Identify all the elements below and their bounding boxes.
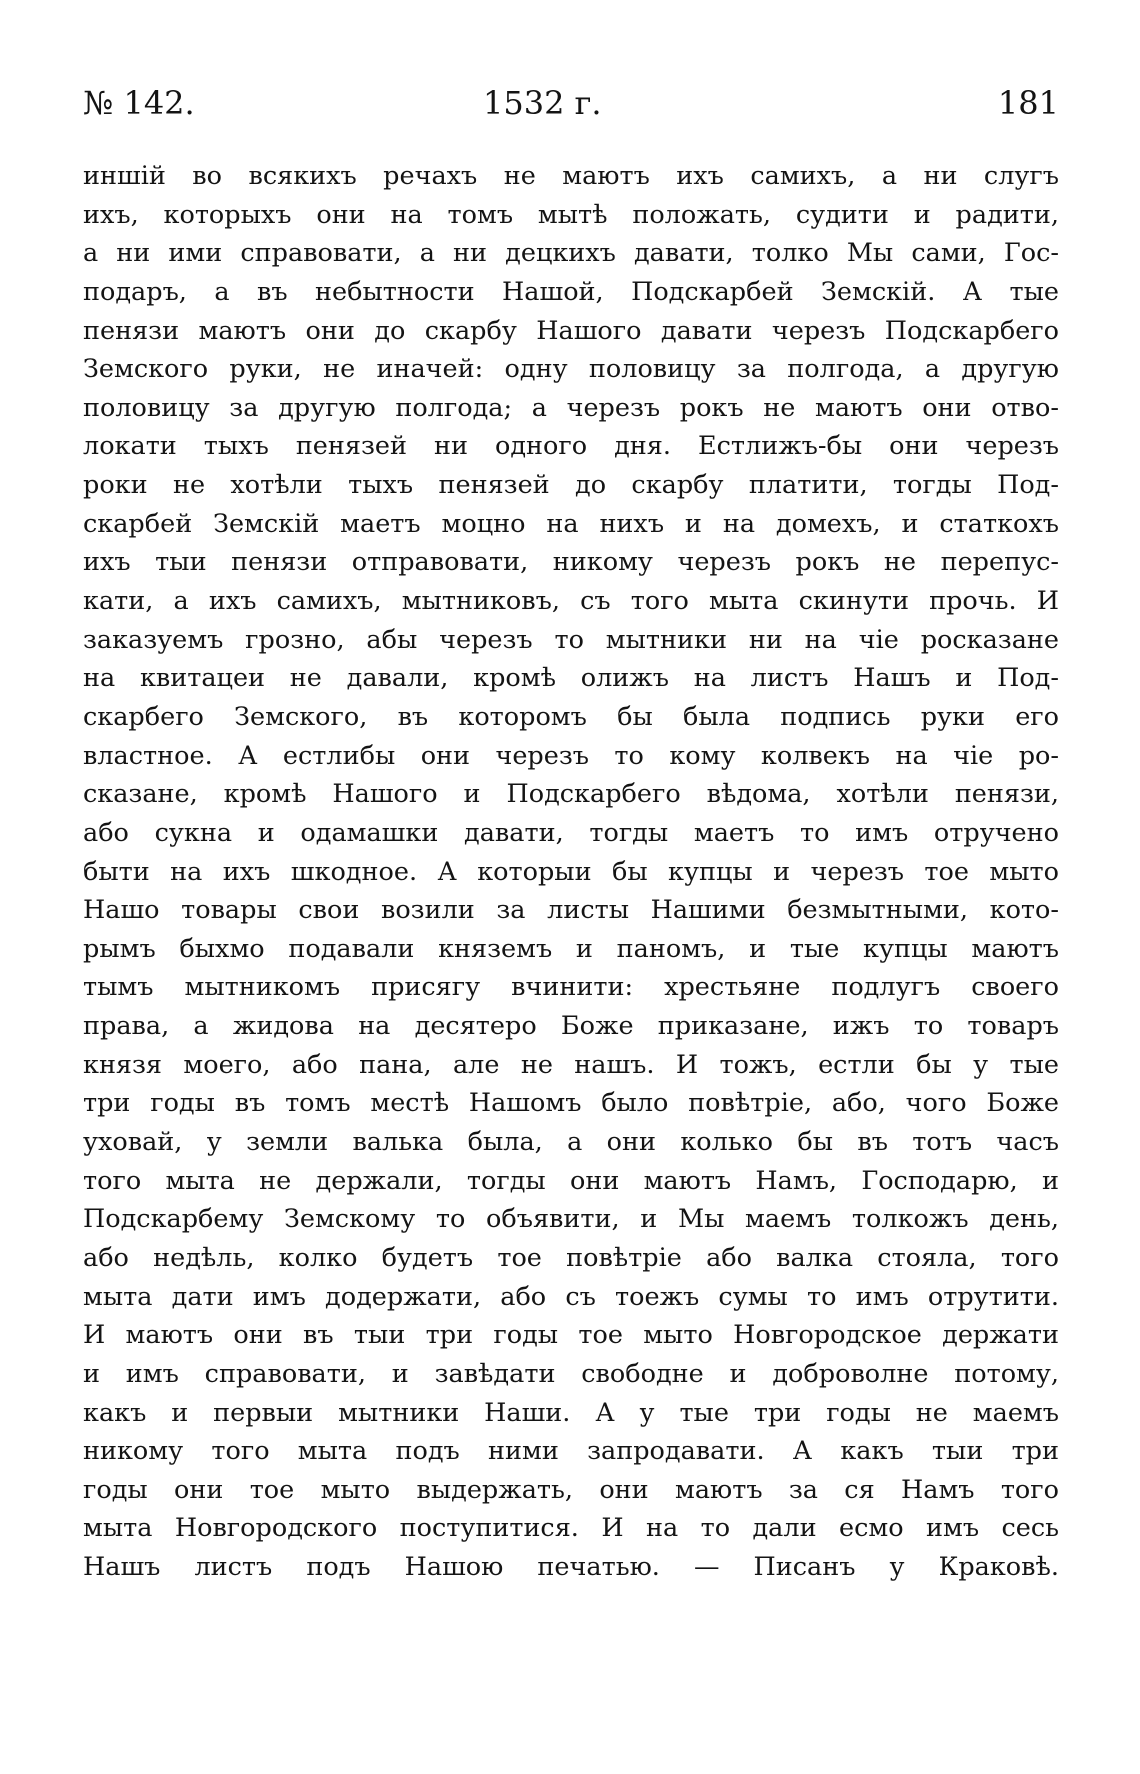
text-line: заказуемъ грозно, абы черезъ то мытники ни на чіе росказане bbox=[83, 624, 1059, 655]
text-line: рымъ быхмо подавали княземъ и паномъ, и тые купцы маютъ bbox=[83, 933, 1059, 964]
text-line: три годы въ томъ местѣ Нашомъ было повѣтріе, або, чого Боже bbox=[83, 1088, 1059, 1119]
text-line: локати тыхъ пенязей ни одного дня. Естлижъ-бы они черезъ bbox=[83, 431, 1059, 462]
page-number: 181 bbox=[997, 84, 1059, 122]
document-year: 1532 г. bbox=[483, 84, 602, 122]
text-line: уховай, у земли валька была, а они колько бы въ тотъ часъ bbox=[83, 1127, 1059, 1158]
text-line: мыта Новгородского поступитися. И на то дали есмо имъ сесь bbox=[83, 1513, 1059, 1544]
text-line: властное. А естлибы они черезъ то кому колвекъ на чіе ро- bbox=[83, 740, 1059, 771]
text-line: быти на ихъ шкодное. А которыи бы купцы и черезъ тое мыто bbox=[83, 856, 1059, 887]
text-line: скарбей Земскій маетъ моцно на нихъ и на домехъ, и статкохъ bbox=[83, 508, 1059, 539]
text-line: подаръ, а въ небытности Нашой, Подскарбей Земскій. А тые bbox=[83, 276, 1059, 307]
text-line: сказане, кромѣ Нашого и Подскарбего вѣдома, хотѣли пенязи, bbox=[83, 779, 1059, 810]
running-head bbox=[83, 78, 1059, 128]
text-line: князя моего, або пана, але не нашъ. И тожъ, естли бы у тые bbox=[83, 1049, 1059, 1080]
text-line: пенязи маютъ они до скарбу Нашого давати черезъ Подскарбего bbox=[83, 315, 1059, 346]
text-line: мыта дати имъ додержати, або съ тоежъ сумы то имъ отрутити. bbox=[83, 1281, 1059, 1312]
text-line: какъ и первыи мытники Наши. А у тые три годы не маемъ bbox=[83, 1397, 1059, 1428]
text-line: ихъ тыи пенязи отправовати, никому черезъ рокъ не перепус- bbox=[83, 547, 1059, 578]
text-line: права, а жидова на десятеро Боже приказане, ижъ то товаръ bbox=[83, 1011, 1059, 1042]
text-line: половицу за другую полгода; а черезъ рокъ не маютъ они отво- bbox=[83, 392, 1059, 423]
text-line: Земского руки, не иначей: одну половицу за полгода, а другую bbox=[83, 354, 1059, 385]
text-line: кати, а ихъ самихъ, мытниковъ, съ того мыта скинути прочь. И bbox=[83, 586, 1059, 617]
text-line: иншій во всякихъ речахъ не маютъ ихъ самихъ, а ни слугъ bbox=[83, 161, 1059, 191]
text-line: годы они тое мыто выдержать, они маютъ за ся Намъ того bbox=[83, 1474, 1059, 1505]
text-line: Подскарбему Земскому то объявити, и Мы маемъ толкожъ день, bbox=[83, 1204, 1059, 1235]
text-line: роки не хотѣли тыхъ пенязей до скарбу платити, тогды Под- bbox=[83, 470, 1059, 501]
document-body bbox=[83, 157, 1059, 1587]
document-number: № 142. bbox=[83, 84, 195, 122]
text-line: ихъ, которыхъ они на томъ мытѣ положать, судити и радити, bbox=[83, 199, 1059, 230]
text-line: и имъ справовати, и завѣдати свободне и доброволне потому, bbox=[83, 1358, 1059, 1389]
text-line: на квитацеи не давали, кромѣ олижъ на листъ Нашъ и Под- bbox=[83, 663, 1059, 694]
text-line: никому того мыта подъ ними запродавати. А какъ тыи три bbox=[83, 1436, 1059, 1467]
text-line: або сукна и одамашки давати, тогды маетъ то имъ отручено bbox=[83, 817, 1059, 848]
text-line: а ни ими справовати, а ни децкихъ давати, толко Мы сами, Гос- bbox=[83, 238, 1059, 269]
text-line: скарбего Земского, въ которомъ бы была подпись руки его bbox=[83, 701, 1059, 732]
text-line: Нашъ листъ подъ Нашою печатью. — Писанъ у Краковѣ. bbox=[83, 1552, 1059, 1583]
text-line: того мыта не держали, тогды они маютъ Намъ, Господарю, и bbox=[83, 1165, 1059, 1196]
text-line: Нашо товары свои возили за листы Нашими безмытными, кото- bbox=[83, 895, 1059, 926]
text-line: або недѣль, колко будетъ тое повѣтріе або валка стояла, того bbox=[83, 1242, 1059, 1273]
text-line: И маютъ они въ тыи три годы тое мыто Новгородское держати bbox=[83, 1320, 1059, 1351]
text-line: тымъ мытникомъ присягу вчинити: хрестьяне подлугъ своего bbox=[83, 972, 1059, 1003]
